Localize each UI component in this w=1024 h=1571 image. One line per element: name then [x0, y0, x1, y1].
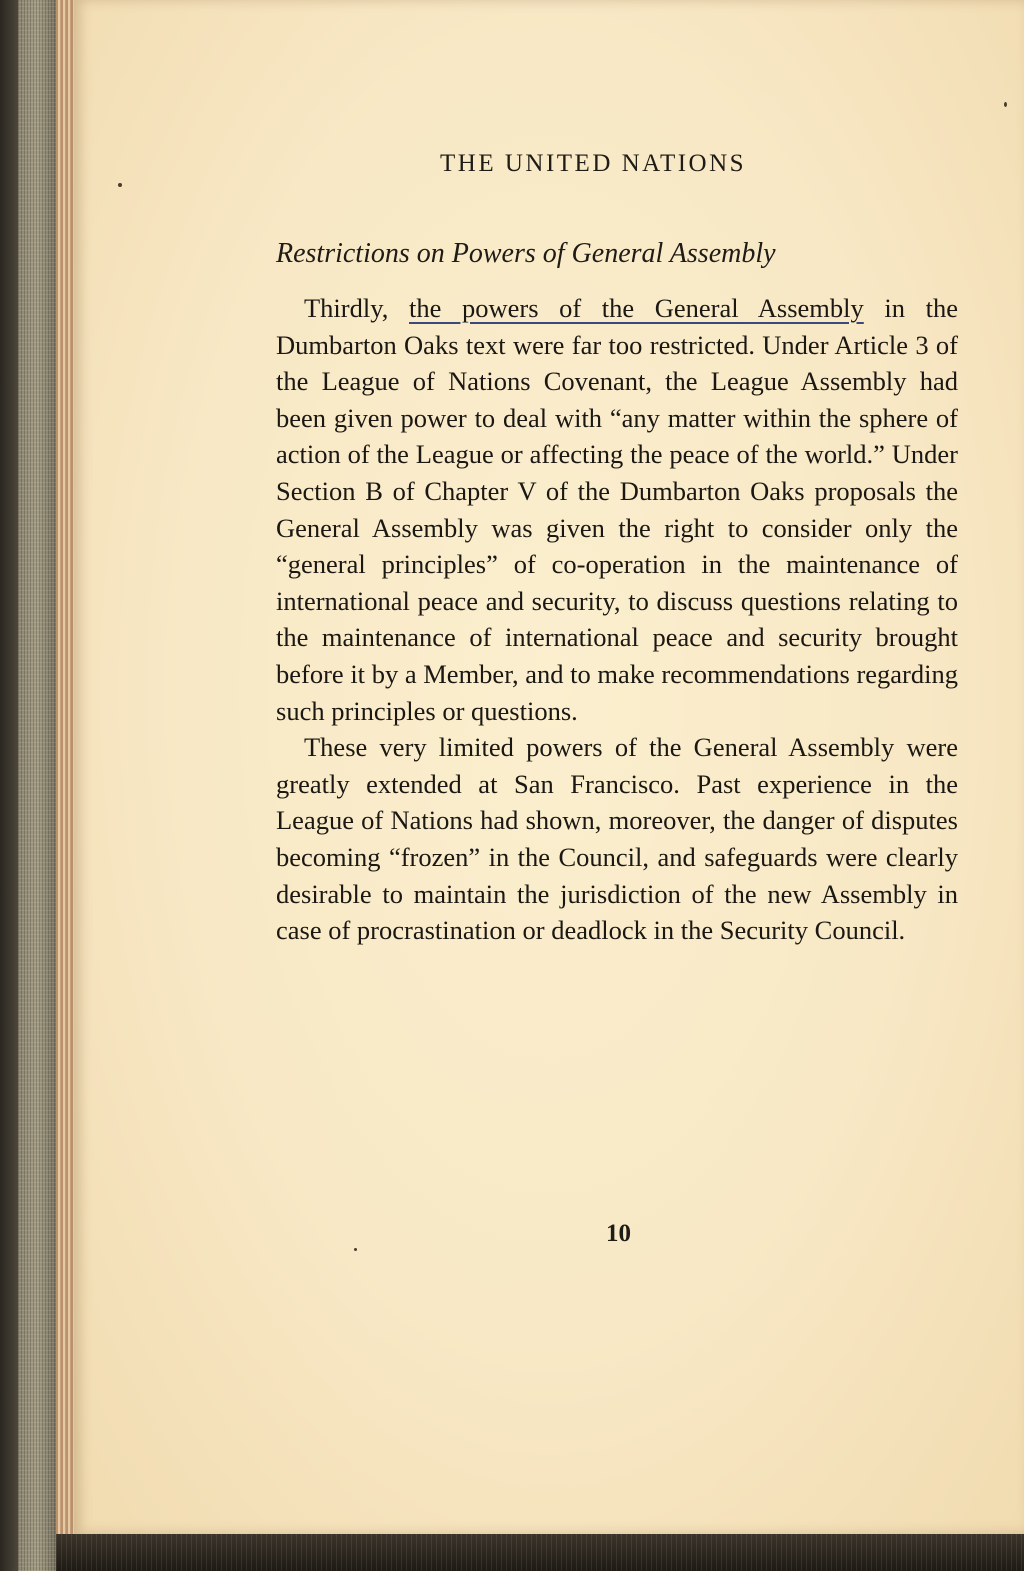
paragraph-1 — [276, 290, 958, 729]
paragraph-1-lead: Thirdly, — [304, 293, 409, 323]
paper-speck — [1004, 102, 1007, 107]
book-binding-edge — [0, 0, 18, 1571]
page-number: 10 — [606, 1220, 631, 1247]
underlined-phrase: the powers of the General Assembly — [409, 293, 864, 323]
paragraph-1-rest: in the Dumbarton Oaks text were far too restricted. Under Article 3 of the League of Nations Covenant, the League Assembly had been given power to deal with “any matter within the sphere of action of the League or affecting the peace of the world.” Under Section B of Chapter V of the Dumbarton Oaks proposals the General Assembly was given the right to consider only the “general principles” of co-operation in the maintenance of international peace and security, to discuss questions relating to the maintenance of international peace and security brought before it by a Member, and to make recommendations regarding such principles or questions. — [276, 293, 958, 726]
body-text — [276, 290, 958, 949]
section-heading: Restrictions on Powers of General Assembly — [276, 238, 776, 269]
running-head: THE UNITED NATIONS — [440, 150, 747, 177]
paper-speck — [118, 183, 122, 187]
paper-speck — [354, 1248, 357, 1251]
paragraph-2: These very limited powers of the General Assembly were greatly extended at San Francisco. Past experience in the League of Nations had shown, moreover, the danger of disputes becoming “frozen” in the Council, and safeguards were clearly desirable to maintain the jurisdiction of the new Assembly in case of procrastination or deadlock in the Security Council. — [276, 732, 958, 946]
book-bottom-edge — [56, 1534, 1024, 1571]
